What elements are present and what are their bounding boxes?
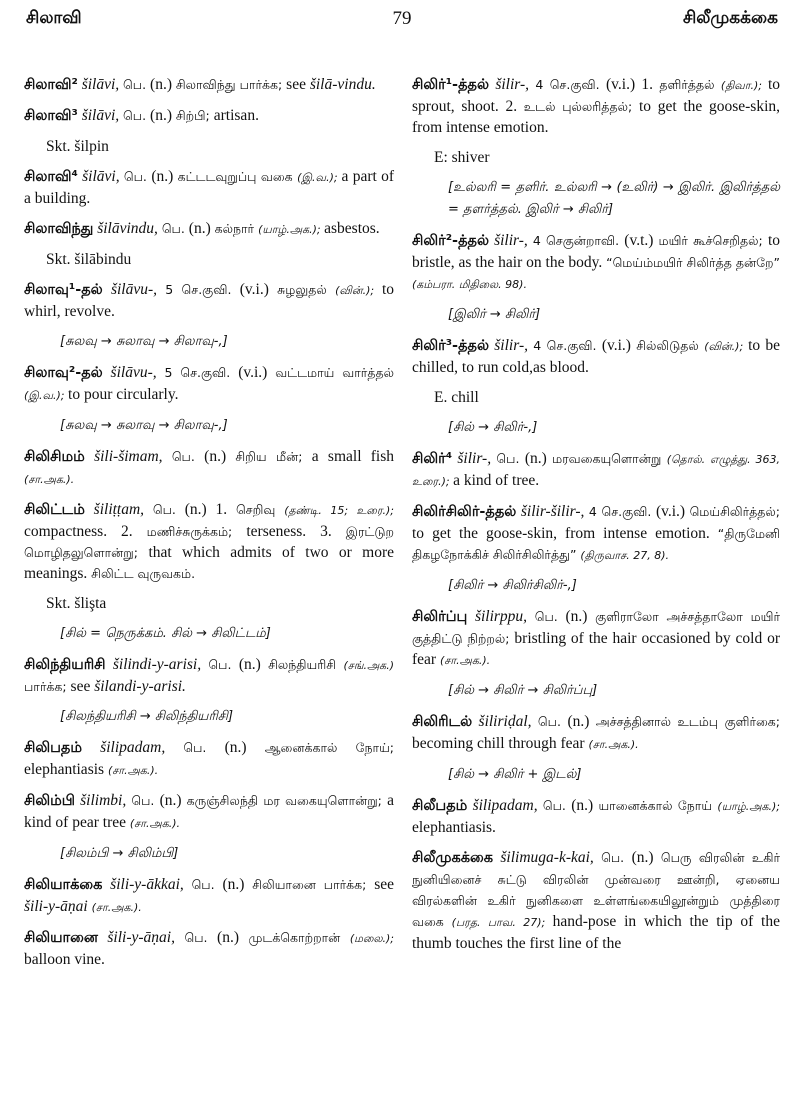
headword: சிலாவி³ (24, 108, 78, 124)
transliteration: šili-y-ākkai, (102, 876, 192, 893)
transliteration: šilimuga-k-kai, (493, 849, 602, 866)
definition-text: அச்சத்தினால் உடம்பு குளிர்கை; (595, 714, 781, 729)
definition-text: a small fish (311, 448, 394, 465)
definition-text: (இ.வ.); (24, 389, 69, 402)
dictionary-entry (24, 362, 394, 437)
etymon-note: Skt. šilpin (46, 138, 109, 155)
definition-text: பெ. (542, 798, 572, 813)
entry-definition (24, 362, 394, 406)
transliteration: šilir-šilir-, (516, 503, 589, 520)
headword: சிலிந்தியரிசி (24, 657, 106, 673)
definition-text: 4 செ.குவி. (535, 77, 606, 92)
definition-text: சுழலுதல் (277, 282, 336, 297)
header-right-guide-word: சிலீமுகக்கை (682, 8, 778, 28)
etymon-note: Skt. šlişta (46, 595, 107, 612)
entry-definition (24, 874, 394, 918)
headword: சிலிர்²-த்தல் (412, 233, 489, 249)
entry-definition (24, 166, 394, 209)
definition-text: பெ. (534, 609, 566, 624)
etymology: [சுலவு → சுலாவு → சிலாவு-,] (60, 418, 228, 433)
definition-text: terseness. 3. (246, 523, 346, 540)
entry-definition (24, 446, 394, 490)
definition-text: to get the goose-skin, from intense emotion. (412, 98, 781, 136)
left-column (24, 74, 394, 979)
definition-text: 5 செ.குவி. (164, 365, 239, 380)
transliteration: šilāvi, (77, 107, 124, 124)
headword: சிலீமுகக்கை (412, 850, 494, 866)
definition-text: (சா.அக.). (439, 654, 491, 667)
header-left-guide-word: சிலாவி (26, 8, 82, 28)
headword: சிலிர்³-த்தல் (412, 338, 489, 354)
entry-definition (24, 218, 394, 240)
etymon-note: Skt. šilābindu (46, 251, 132, 268)
definition-text: மெய்சிலிர்த்தல்; (689, 504, 781, 519)
definition-text: சிலிட்ட வுருவகம். (91, 566, 196, 581)
entry-definition (412, 501, 780, 566)
definition-text: இரட்டுற மொழிதலுளொன்று; (24, 524, 395, 560)
definition-text: (n.) (224, 739, 265, 756)
definition-text: becoming chill through fear (412, 735, 589, 752)
entry-definition (24, 654, 394, 697)
entry-definition (412, 606, 780, 671)
dictionary-entry (412, 501, 780, 597)
definition-text: பெ. (152, 502, 185, 517)
definition-text: (v.i.) 1. (605, 76, 660, 93)
headword: சிலிர்ப்பு (412, 609, 468, 625)
headword: சிலிசிமம் (24, 449, 85, 465)
definition-text: (கம்பரா. மிதிலை. 98). (412, 278, 527, 291)
dictionary-entry (24, 927, 394, 970)
transliteration: šili-y-āṇai (24, 898, 92, 915)
definition-text: a kind of pear tree (24, 792, 395, 831)
headword: சிலிர்சிலிர்-த்தல் (412, 504, 517, 520)
etymology: [சிலம்பி → சிலிம்பி] (60, 846, 179, 861)
etymology: [சுலவு → சுலாவு → சிலாவு-,] (60, 334, 228, 349)
page-header (26, 8, 778, 38)
definition-text: (சா.அக.). (24, 473, 75, 486)
headword: சிலாவி⁴ (24, 169, 78, 185)
etymology: [சிலிர் → சிலிர்சிலிர்-,] (448, 578, 577, 593)
dictionary-entry (24, 279, 394, 353)
definition-text: (v.t.) (624, 232, 659, 249)
definition-text: to sprout, shoot. 2. (412, 76, 780, 115)
definition-text: that which admits of two or more meanings. (24, 544, 394, 582)
definition-text: (n.) (238, 656, 269, 673)
definition-text: பெ. (171, 449, 205, 464)
definition-text: வட்டமாய் வார்த்தல் (275, 365, 394, 380)
definition-text: a kind of tree. (453, 472, 540, 489)
dictionary-entry (24, 105, 394, 157)
definition-text: 4 செகுன்றாவி. (532, 233, 625, 248)
definition-text: பெ. (183, 740, 225, 755)
definition-text: பெ. (131, 793, 160, 808)
entry-definition (24, 737, 394, 781)
definition-text: (n.) (524, 450, 553, 467)
definition-text: உடல் புல்லரித்தல்; (523, 99, 639, 114)
transliteration: šilir-, (489, 337, 534, 354)
entry-definition (412, 711, 780, 755)
transliteration: šilindi-y-arisi, (105, 656, 209, 673)
headword: சிலாவு¹-தல் (24, 282, 103, 298)
definition-text: (இ.வ.); (297, 171, 342, 184)
definition-text: compactness. 2. (24, 523, 147, 540)
transliteration: šili-y-āṇai, (97, 929, 185, 946)
headword: சிலிரிடல் (412, 714, 473, 730)
definition-text: (n.) (188, 220, 215, 237)
entry-definition (24, 790, 394, 834)
definition-text: (n.) (222, 876, 253, 893)
etymon-note: E. chill (434, 389, 479, 406)
headword: சிலாவி² (24, 77, 78, 93)
definition-text: “மெய்ம்மயிர் சிலிர்த்த தன்றே” (606, 255, 780, 270)
headword: சிலியாக்கை (24, 877, 103, 893)
etymology: [இலிர் → சிலிர்] (448, 307, 541, 322)
dictionary-entry (24, 874, 394, 918)
definition-text: to bristle, as the hair on the body. (412, 232, 780, 271)
definition-text: hand-pose in which the tip of the thumb touches the first line of the (412, 913, 780, 952)
entry-definition (24, 105, 394, 127)
definition-text: (n.) (571, 797, 599, 814)
definition-text: பெ. (123, 169, 152, 184)
transliteration: šilipadam, (82, 739, 184, 756)
headword: சிலாவு²-தல் (24, 365, 103, 381)
transliteration: šilir-, (452, 450, 497, 467)
definition-text: a part of a building. (24, 168, 395, 207)
definition-text: பெ. (184, 930, 218, 945)
definition-text: சிற்பி; (175, 108, 214, 123)
definition-text: asbestos. (324, 220, 380, 237)
entry-definition (24, 927, 394, 970)
definition-text: elephantiasis (24, 761, 108, 778)
definition-text: (வின்.); (335, 284, 382, 297)
dictionary-entry (24, 166, 394, 209)
transliteration: šilāvi, (77, 76, 124, 93)
transliteration: šilir-, (489, 232, 533, 249)
dictionary-entry (412, 448, 780, 492)
definition-text: பெரு விரலின் உகிர் நுனியினைச் சுட்டு விரலின் முன்வரை ஊன்றி, ஏனைய விரல்களின் உகிர் நுனிகளை உள்ளங்கையிலூன்றும் முத்திரை வகை (412, 850, 780, 929)
transliteration: šilirppu, (467, 608, 535, 625)
definition-text: elephantiasis. (412, 819, 496, 836)
definition-text: மணிச்சுருக்கம்; (146, 524, 247, 539)
definition-text: (தொல். எழுத்து. 363, உரை.); (412, 453, 781, 488)
definition-text: to be chilled, to run cold,as blood. (412, 337, 781, 376)
definition-text: (சா.அக.). (107, 764, 159, 777)
etymon-note: E: shiver (434, 149, 490, 166)
definition-text: (n.) (204, 448, 236, 465)
dictionary-entry (412, 711, 780, 786)
definition-text: குளிராலோ அச்சத்தாலோ மயிர் குத்திட்டு நிற்றல்; (412, 609, 781, 646)
headword: சிலிபதம் (24, 740, 83, 756)
definition-text: (மலை.); (349, 932, 394, 945)
etymology: [சில் → சிலிர் → சிலிர்ப்பு] (448, 683, 598, 698)
definition-text: (சா.அக.). (129, 817, 181, 830)
transliteration: šilāvu-, (102, 281, 166, 298)
definition-text: (n.) (567, 713, 596, 730)
definition-text: பெ. (496, 451, 525, 466)
etymology: [சில் = நெருக்கம். சில் → சிலிட்டம்] (60, 626, 271, 641)
headword: சிலிர்⁴ (412, 451, 453, 467)
transliteration: šilipadam, (467, 797, 543, 814)
dictionary-entry (24, 790, 394, 865)
definition-text: கருஞ்சிலந்தி மர வகையுளொன்று; (186, 793, 388, 808)
dictionary-entry (24, 446, 394, 490)
dictionary-entry (412, 606, 780, 702)
definition-text: balloon vine. (24, 951, 105, 968)
transliteration: šilimbi, (75, 792, 132, 809)
definition-text: to get the goose-skin, from intense emotion. (412, 525, 718, 542)
definition-text: (n.) (217, 929, 249, 946)
entry-definition (412, 847, 780, 954)
definition-text: to whirl, revolve. (24, 281, 395, 320)
dictionary-entry (412, 335, 780, 439)
definition-text: (பரத. பாவ. 27); (451, 916, 553, 929)
transliteration: šilāvindu, (93, 220, 162, 237)
definition-text: பெ. (123, 108, 151, 123)
etymology: [சிலந்தியரிசி → சிலிந்தியரிசி] (60, 709, 234, 724)
right-column (412, 74, 780, 963)
definition-text: ஆனைக்கால் நோய்; (264, 740, 394, 755)
entry-definition (412, 74, 780, 138)
headword: சிலியானை (24, 930, 98, 946)
transliteration: šilir-, (489, 76, 536, 93)
headword: சிலிட்டம் (24, 502, 85, 518)
definition-text: (n.) (565, 608, 596, 625)
transliteration: šiliriḍal, (472, 713, 538, 730)
definition-text: 4 செ.குவி. (588, 504, 656, 519)
definition-text: சிலியானை பார்க்க; (252, 877, 375, 892)
transliteration: šilāvu-, (102, 364, 165, 381)
dictionary-entry (24, 74, 394, 96)
dictionary-entry (412, 795, 780, 838)
etymology: [சில் → சிலிர் + இடல்] (448, 767, 582, 782)
etymology: [உல்லரி = தளிர். உல்லரி → (உலிர்) → இலிர். இலிர்த்தல் = தளர்த்தல். இலிர் → சிலிர்] (448, 180, 780, 217)
definition-text: பெ. (161, 221, 189, 236)
dictionary-entry (412, 230, 780, 326)
definition-text: (v.i.) (239, 281, 278, 298)
definition-text: bristling of the hair occasioned by cold or fear (412, 630, 780, 668)
entry-definition (412, 795, 780, 838)
definition-text: (n.) 1. (184, 501, 236, 518)
definition-text: (v.i.) (655, 503, 690, 520)
etymology: [சில் → சிலிர்-,] (448, 420, 538, 435)
entry-definition (412, 335, 780, 378)
definition-text: பெ. (537, 714, 568, 729)
definition-text: கட்டடவுறுப்பு வகை (177, 169, 298, 184)
headword: சிலிர்¹-த்தல் (412, 77, 489, 93)
dictionary-entry (24, 654, 394, 728)
definition-text: தளிர்த்தல் (659, 77, 721, 92)
definition-text: யானைக்கால் நோய் (598, 798, 718, 813)
definition-text: (v.i.) (601, 337, 637, 354)
page-number: 79 (392, 8, 412, 29)
entry-definition (24, 74, 394, 96)
transliteration: šili-šimam, (84, 448, 172, 465)
definition-text: to pour circularly. (68, 386, 179, 403)
definition-text: சிலந்தியரிசி (268, 657, 344, 672)
definition-text: பெ. (208, 657, 239, 672)
entry-definition (24, 279, 394, 322)
definition-text: கல்நார் (214, 221, 259, 236)
definition-text: (யாழ்.அக.); (717, 800, 780, 813)
definition-text: பார்க்க; (24, 679, 71, 694)
entry-definition (24, 499, 394, 584)
definition-text: (v.i.) (238, 364, 276, 381)
definition-text: see (374, 876, 395, 893)
definition-text: (n.) (150, 76, 176, 93)
transliteration: šiliṭṭam, (84, 501, 153, 518)
dictionary-entry (24, 499, 394, 645)
definition-text: 5 செ.குவி. (165, 282, 240, 297)
definition-text: (வின்.); (704, 340, 749, 353)
definition-text: பெ. (123, 77, 151, 92)
transliteration: šilā-vindu. (309, 76, 376, 93)
headword: சிலாவிந்து (24, 221, 94, 237)
dictionary-entry (24, 218, 394, 270)
definition-text: (சங்.அக.) (343, 659, 395, 672)
definition-text: (திருவாச. 27, 8). (580, 549, 670, 562)
entry-definition (412, 230, 780, 295)
definition-text: (n.) (159, 792, 187, 809)
definition-text: (தண்டி. 15; உரை.); (284, 504, 395, 517)
definition-text: பெ. (601, 850, 632, 865)
dictionary-entry (412, 74, 780, 221)
definition-text: சிலாவிந்து பார்க்க; (175, 77, 287, 92)
definition-text: சிறிய மீன்; (235, 449, 312, 464)
entry-definition (412, 448, 780, 492)
definition-text: முடக்கொற்றான் (248, 930, 350, 945)
headword: சிலிம்பி (24, 793, 76, 809)
definition-text: சில்லிடுதல் (636, 338, 705, 353)
dictionary-entry (412, 847, 780, 954)
definition-text: (திவா.); (720, 79, 768, 92)
definition-text: பெ. (191, 877, 223, 892)
definition-text: (n.) (150, 107, 176, 124)
headword: சிலீபதம் (412, 798, 468, 814)
definition-text: மயிர் கூச்செறிதல்; (658, 233, 768, 248)
definition-text: see (286, 76, 310, 93)
definition-text: மரவகையுளொன்று (552, 451, 667, 466)
definition-text: see (70, 678, 95, 695)
definition-text: “திருமேனி திகழநோக்கிச் சிலிர்சிலிர்த்து” (412, 526, 780, 562)
dictionary-entry (24, 737, 394, 781)
definition-text: (சா.அக.). (588, 738, 639, 751)
transliteration: šilandi-y-arisi. (94, 678, 186, 695)
definition-text: (சா.அக.). (91, 901, 142, 914)
definition-text: (n.) (151, 168, 178, 185)
definition-text: செறிவு (235, 502, 285, 517)
definition-text: artisan. (213, 107, 259, 124)
definition-text: (n.) (631, 849, 661, 866)
transliteration: šilāvi, (77, 168, 124, 185)
definition-text: 4 செ.குவி. (533, 338, 602, 353)
definition-text: (யாழ்.அக.); (258, 223, 325, 236)
